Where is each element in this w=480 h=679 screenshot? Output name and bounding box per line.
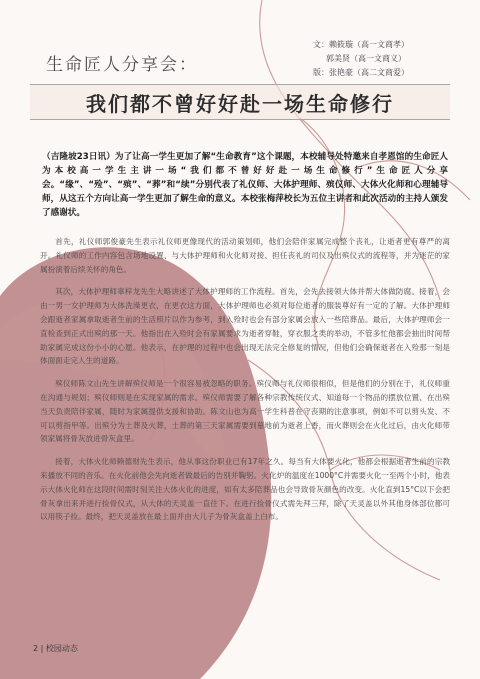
author-credits (313, 38, 463, 80)
footer-separator: | (40, 644, 44, 653)
article-body (40, 235, 450, 533)
paragraph-body-caretaker: 其次，大体护理师辜梓龙先生大略讲述了大体护理师的工作流程。首先，会先去接领大体并帮大体做防腐。接着，会由一男一女护理师为大体洗澡更衣，在更衣这方面，大体护理师也必须对每位逝者的服装尊好有一定的了解。大体护理师会跟逝者家属拿取逝者生前的生活照片以作为参考，到入殓时也会有部分家属会放入一些陪葬品。最后，大体护理师会一直检查到正式出殡的那一天。他指出在入殓时会有家属要求为逝者穿鞋，穿衣服之类的举动，不管多忙他都会抽出时间帮助家属完成这份小小的心愿。他表示，在护理的过程中也会出现无法完全修复的情况，但他们会确保逝者在入殓那一刻是体面面走完人生的道路。 (40, 287, 450, 366)
footer-section-name: 校园动态 (45, 644, 78, 653)
paragraph-etiquette-master: 首先，礼仪师郭俊豪先生表示礼仪师更像现代的活动策划师，他们会陪伴家属完成整个丧礼，让逝者更有尊严的离开。礼仪师的工作内容包含场地设置、与大体护理师和火化师对接、担任丧礼的司仪及出殡仪式的流程等，并为迷茫的家属扮演着后续关怀的角色。 (40, 237, 450, 274)
credit-layout: 版：张艳豪（高二文商爱） (313, 68, 409, 77)
credit-writer-1: 文：赖筱璇（高一文商孝） (313, 40, 409, 49)
intro-paragraph: （吉隆坡23日讯）为了让高一学生更加了解“生命教育”这个课题，本校辅导处特邀来自孝恩馆的生命匠人为本校高一学生主讲一场“我们都不曾好好赴一场生命修行”生命匠人分享会。“缘”、“殓”、“殡”、“葬”和“续”分别代表了礼仪师、大体护理师、殡仪师、大体火化师和心理辅导师，从这五个方向让高一学生更加了解生命的意义。本校张梅萍校长为五位主讲者和此次活动的主持人颁发了感谢状。 (42, 152, 448, 218)
section-subtitle: 生命匠人分享会： (46, 55, 198, 75)
title-banner (30, 84, 450, 120)
article-title: 我们都不曾好好赴一场生命修行 (86, 92, 394, 116)
credit-writer-2: 郭美贤（高一文商义） (326, 54, 406, 63)
paragraph-funeral-director: 殡仪师陈文山先生讲解殡仪师是一个很容易被忽略的职务。殡仪师与礼仪师很相似，但是他们的分别在于，礼仪师重在沟通与规划；殡仪师则是在实现家属的需求。殡仪师需要了解各种宗教传统仪式、知道每一个物品的摆放位置、在出殡当天负责陪伴家属，随时为家属提供支援和协助。陈文山也为高一学生科普在守丧期的注意事项，例如不可以剪头发、不可以剪指甲等。出殡分为土葬及火葬，土葬的第三天家属需要到墓地前为逝者上香，而火葬则会在火化过后，由火化师带领家属将骨灰放进骨灰盒里。 (40, 379, 450, 444)
page-footer (33, 643, 78, 654)
paragraph-cremator: 接着，大体火化师赖德财先生表示，他从事这份职业已有17年之久。每当有大体要火化，他都会根据逝者生前的宗教来播放不同的音乐。在火化前他会先向逝者做最后的告别并鞠躬。火化炉的温度在1000°C并需要火化一至两个小时，他表示大体火化师在这段时间需时刻关注大体火化的进度，如有太多陪葬品也会导致骨灰颜色的改变。火化直到15°C以下会把骨灰拿出来并进行捡骨仪式，从大体的天灵盖一直往下。在进行捡骨仪式需先拜三拜，除了天灵盖以外其他身体部位都可以用筷子捡。最终，把天灵盖放在最上面并由大儿子为骨灰盒盖上白布。 (40, 457, 450, 522)
page-number: 2 (33, 644, 39, 653)
